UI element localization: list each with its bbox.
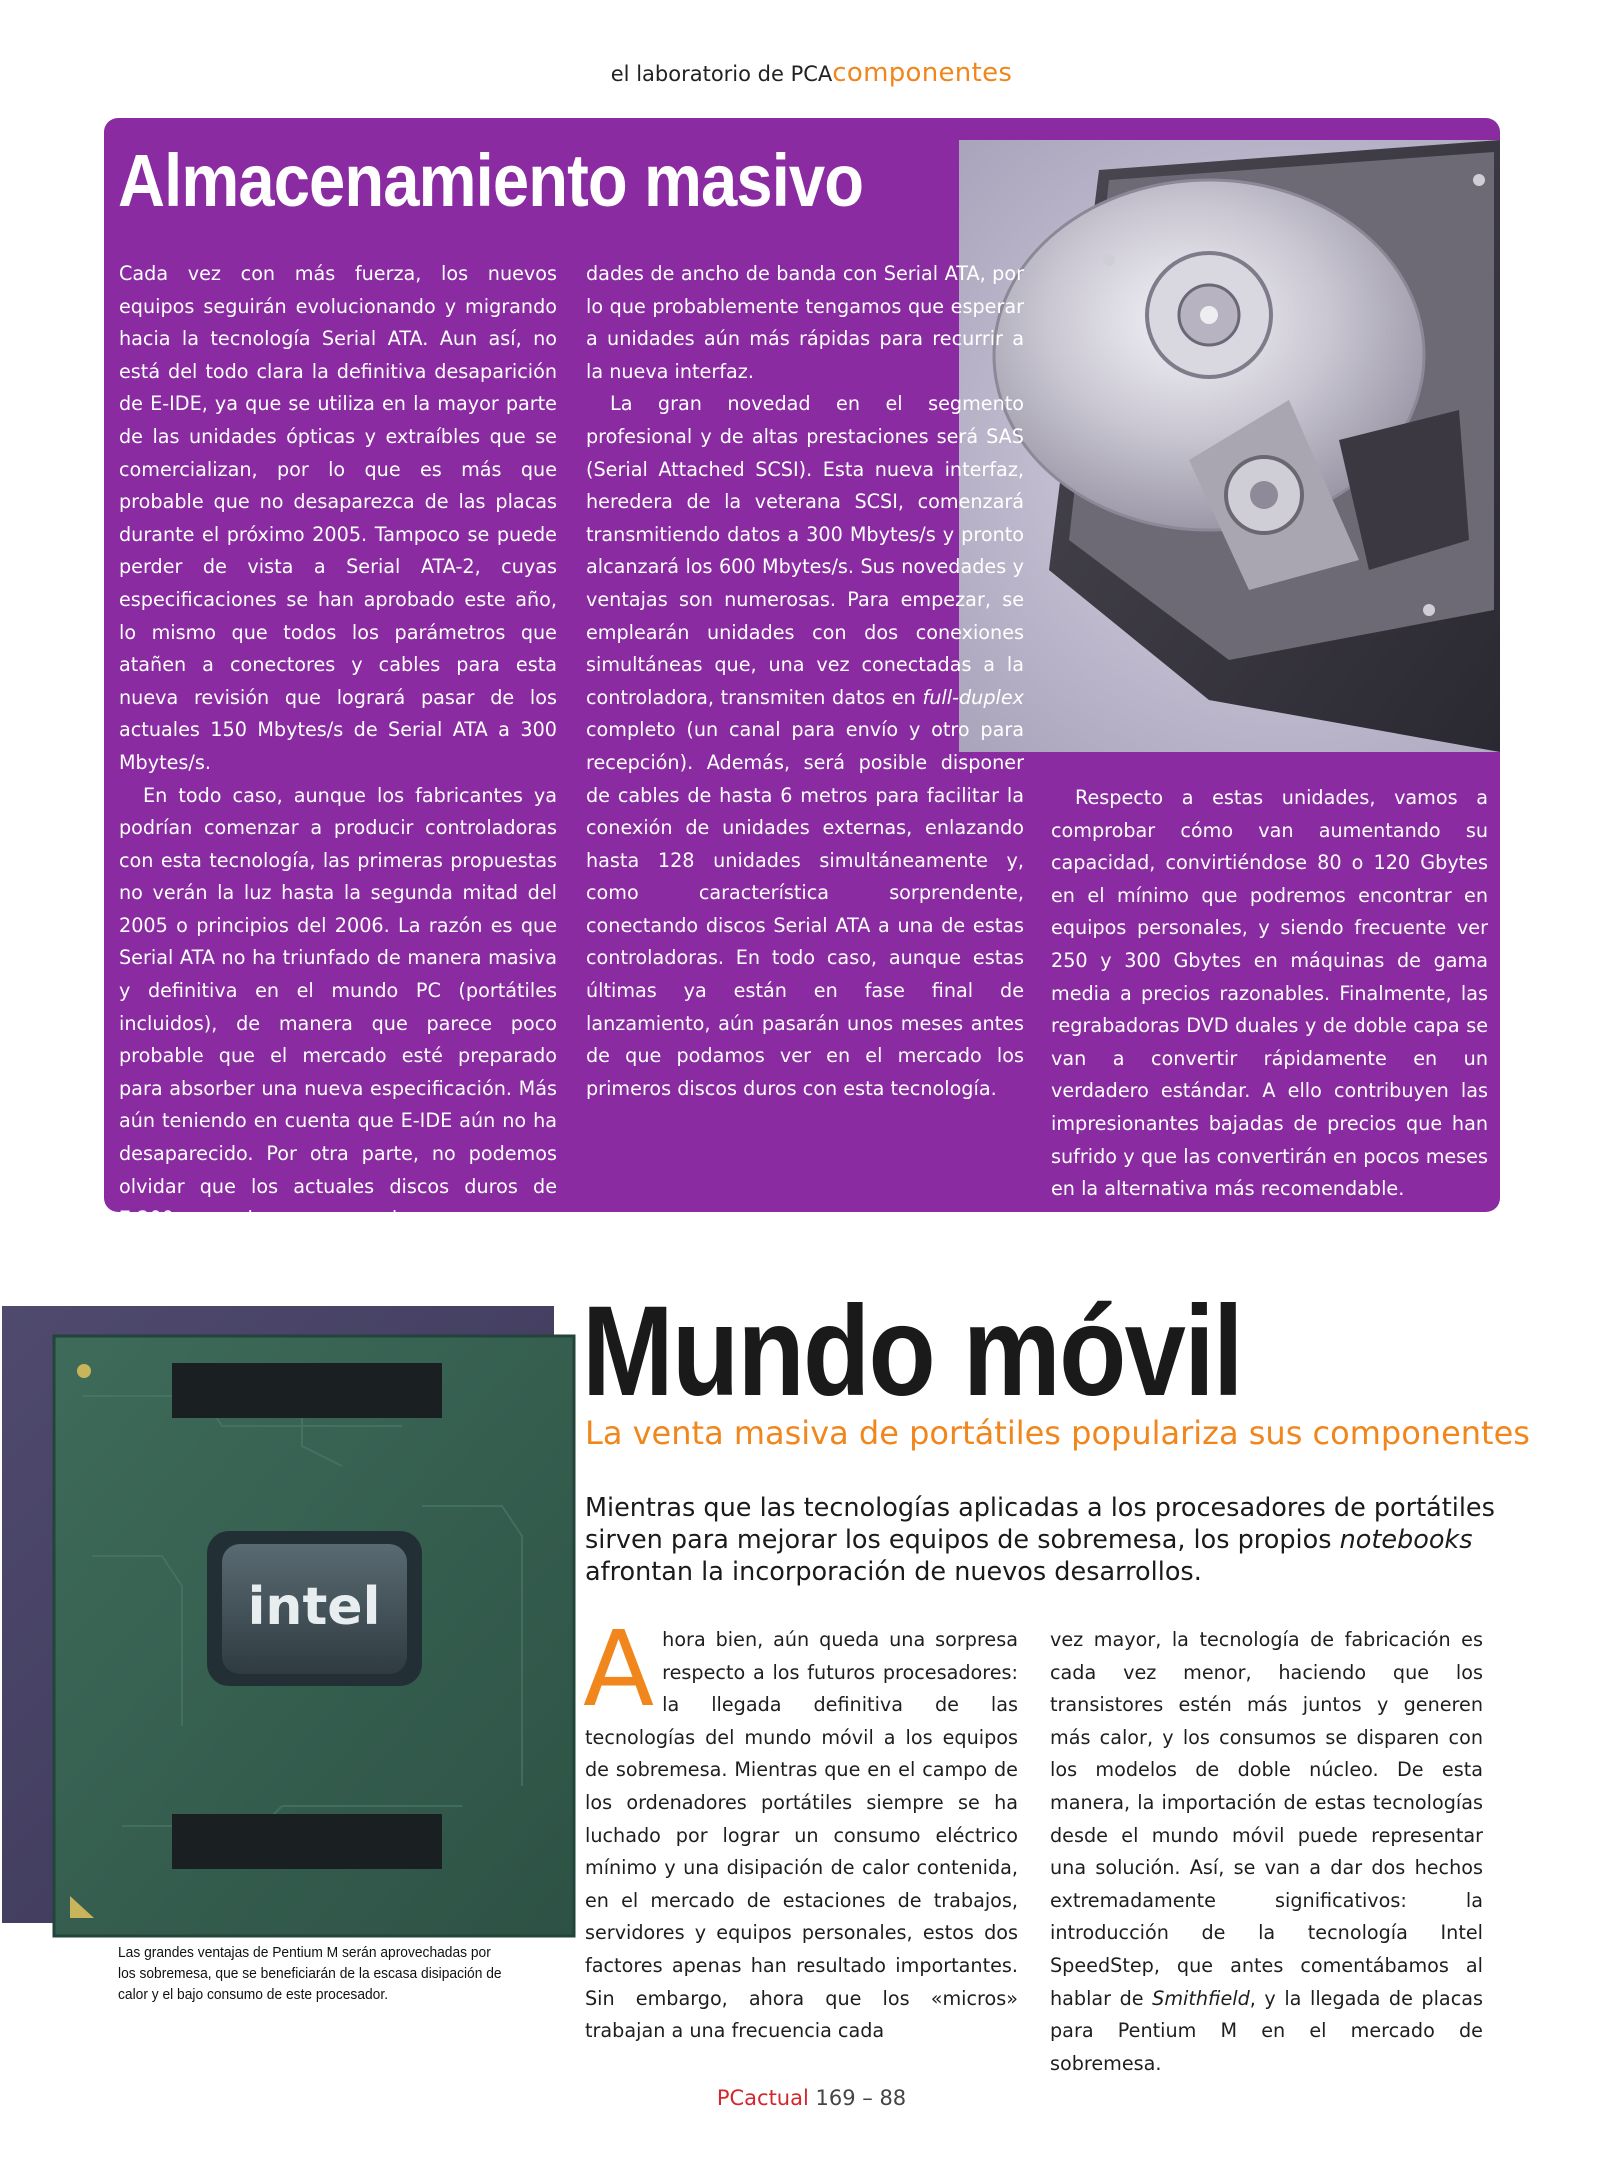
mobile-col2-text-b: , y la llegada de placas para Pentium M en el mercado de sobremesa.: [1050, 1986, 1483, 2075]
footer-page-number: 169 – 88: [815, 2086, 907, 2110]
storage-col2-text-a: La gran novedad en el segmento profesional y de altas prestaciones será SAS (Serial Attached SCSI). Esta nueva interfaz, heredera de la veterana SCSI, comenzará transmitiendo datos a 300 Mbytes/s y pronto alcanzará los 600 Mbytes/s. Sus novedades y ventajas son numerosas. Para empezar, se emplearán unidades con dos conexiones simultáneas que, una vez conectadas a la controladora, transmiten datos en: [586, 392, 1024, 709]
mobile-lead: [585, 1492, 1505, 1588]
photo-caption: Las grandes ventajas de Pentium M serán aprovechadas por los sobremesa, que se beneficiarán de la escasa disipación de calor y el bajo consumo de este procesador.: [118, 1944, 502, 2003]
footer-brand: PCactual: [716, 2086, 809, 2110]
mobile-column-1: [583, 1608, 1018, 2048]
mobile-subtitle: La venta masiva de portátiles populariza sus componentes: [585, 1414, 1530, 1452]
lead-text-b: afrontan la incorporación de nuevos desarrollos.: [585, 1557, 1202, 1587]
page-footer: [0, 2086, 1623, 2110]
storage-column-3: [1051, 782, 1488, 1206]
intel-logo: intel: [247, 1577, 381, 1637]
storage-col2-paragraph-1: dades de ancho de banda con Serial ATA, por lo que probablemente tengamos que esperar a unidades aún más rápidas para recurrir a la nueva interfaz.: [586, 262, 1024, 383]
mobile-title: Mundo móvil: [582, 1280, 1242, 1423]
lead-text-a: Mientras que las tecnologías aplicadas a los procesadores de portátiles sirven para mejorar los equipos de sobremesa, los propios: [585, 1493, 1495, 1555]
running-header: [0, 58, 1623, 88]
storage-col2-text-b: completo (un canal para envío y otro para recepción). Además, será posible disponer de cables de hasta 6 metros para facilitar la conexión de unidades externas, enlazando hasta 128 unidades simultáneamente y, como característica sorprendente, conectando discos Serial ATA a una de estas controladoras. En todo caso, aunque estas últimas ya están en fase final de lanzamiento, aún pasarán unos meses antes de que podamos ver en el mercado los primeros discos duros con esta tecnología.: [586, 718, 1024, 1100]
mobile-col2-text-a: vez mayor, la tecnología de fabricación es cada vez menor, haciendo que los transistores estén más juntos y generen más calor, y los consumos se disparen con los modelos de doble núcleo. De esta manera, la importación de estas tecnologías desde el mundo móvil puede representar una solución. Así, se van a dar dos hechos extremadamente significativos: la introducción de la tecnología Intel SpeedStep, que antes comentábamos al hablar de: [1050, 1628, 1483, 2010]
mobile-col2-emphasis: Smithfield: [1152, 1986, 1250, 2010]
header-section: componentes: [832, 58, 1013, 88]
header-prefix: el laboratorio de PCA: [610, 62, 833, 86]
hard-drive-photo: [959, 140, 1500, 752]
storage-column-1: [119, 258, 557, 1236]
storage-column-2: [586, 258, 1024, 1105]
mobile-column-2: [1050, 1624, 1483, 2080]
storage-box: [104, 118, 1500, 1231]
processor-photo: [2, 1306, 554, 1923]
drop-cap: A: [583, 1608, 655, 1730]
lead-emphasis: notebooks: [1339, 1525, 1473, 1555]
storage-col3-paragraph-1: Respecto a estas unidades, vamos a comprobar cómo van aumentando su capacidad, convirtiéndose 80 o 120 Gbytes en el mínimo que podremos encontrar en equipos personales, y siendo frecuente ver 250 y 300 Gbytes en máquinas de gama media a precios razonables. Finalmente, las regrabadoras DVD duales y de doble capa se van a convertir rápidamente en un verdadero estándar. A ello contribuyen las impresionantes bajadas de precios que han sufrido y que las convertirán en pocos meses en la alternativa más recomendable.: [1051, 786, 1488, 1201]
storage-col2-paragraph-2: [586, 388, 1024, 1105]
storage-col1-paragraph-1: Cada vez con más fuerza, los nuevos equipos seguirán evolucionando y migrando hacia la tecnología Serial ATA. Aun así, no está del todo clara la definitiva desaparición de E-IDE, ya que se utiliza en la mayor parte de las unidades ópticas y extraíbles que se comercializan, por lo que es más que probable que no desaparezca de las placas durante el próximo 2005. Tampoco se puede perder de vista a Serial ATA-2, cuyas especificaciones se han aprobado este año, lo mismo que todos los parámetros que atañen a conectores y cables para esta nueva revisión que logrará pasar de los actuales 150 Mbytes/s de Serial ATA a 300 Mbytes/s.: [119, 262, 557, 774]
storage-title: Almacenamiento masivo: [118, 139, 864, 222]
storage-col1-paragraph-2: En todo caso, aunque los fabricantes ya podrían comenzar a producir controladoras con esta tecnología, las primeras propuestas no verán la luz hasta la segunda mitad del 2005 o principios del 2006. La razón es que Serial ATA no ha triunfado de manera masiva y definitiva en el mundo PC (portátiles incluidos), de manera que parece poco probable que el mercado esté preparado para absorber una nueva especificación. Más aún teniendo en cuenta que E-IDE aún no ha desaparecido. Por otra parte, no podemos olvidar que los actuales discos duros de 7.200 rpm cubren sus necesi-: [119, 783, 557, 1231]
storage-col2-emphasis: full-duplex: [922, 685, 1024, 709]
mobile-col1-text: hora bien, aún queda una sorpresa respecto a los futuros procesadores: la llegada definitiva de las tecnologías del mundo móvil a los equipos de sobremesa. Mientras que en el campo de los ordenadores portátiles siempre se ha luchado por lograr un consumo eléctrico mínimo y una disipación de calor contenida, en el mercado de estaciones de trabajos, servidores y equipos personales, estos dos factores apenas han resultado importantes. Sin embargo, ahora que los «micros» trabajan a una frecuencia cada: [585, 1628, 1018, 2043]
